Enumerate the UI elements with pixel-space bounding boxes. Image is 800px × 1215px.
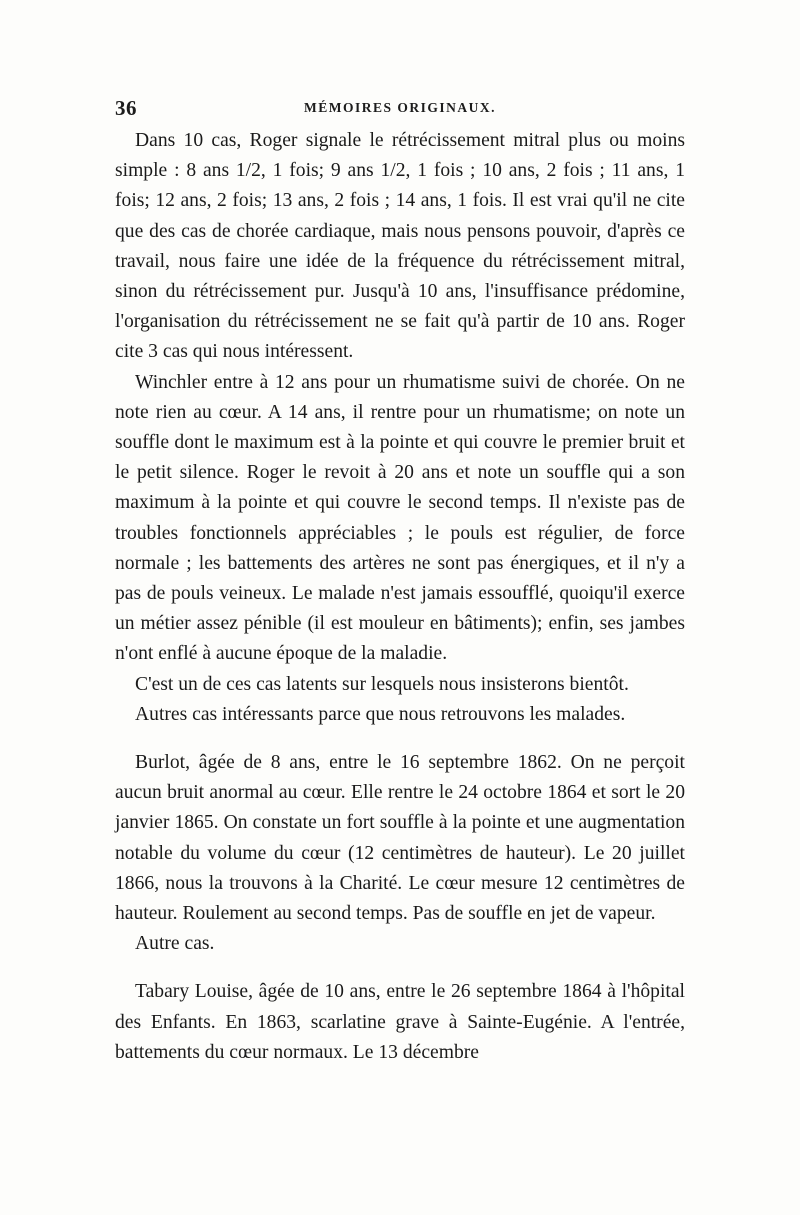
paragraph-latent-case: C'est un de ces cas latents sur lesquels nous insisterons bientôt. [135,673,629,695]
paragraph-burlot: Burlot, âgée de 8 ans, entre le 16 septembre 1862. On ne perçoit aucun bruit anormal au cœur. Elle rentre le 24 octobre 1864 et sort le 20 janvier 1865. On constate un fort souffle à la pointe et une augmentation notable du volume du cœur (12 centimètres de hauteur). Le 20 juillet 1866, nous la trouvons à la Charité. Le cœur mesure 12 centimètres de hauteur. Roulement au second temps. Pas de souffle en jet de vapeur. [115,752,685,925]
body-text [115,126,685,1068]
paragraph-roger-cases: Dans 10 cas, Roger signale le rétrécissement mitral plus ou moins simple : 8 ans 1/2, 1 fois; 9 ans 1/2, 1 fois ; 10 ans, 2 fois ; 11 ans, 1 fois; 12 ans, 2 fois; 13 ans, 2 fois ; 14 ans, 1 fois. Il est vrai qu'il ne cite que des cas de chorée cardiaque, mais nous pensons pouvoir, d'après ce travail, nous faire une idée de la fréquence du rétrécissement mitral, sinon du rétrécissement pur. Jusqu'à 10 ans, l'insuffisance prédomine, l'organisation du rétrécissement ne se fait qu'à partir de 10 ans. Roger cite 3 cas qui nous intéressent. [115,130,685,363]
paragraph-tabary: Tabary Louise, âgée de 10 ans, entre le 26 septembre 1864 à l'hôpital des Enfants. En 1863, scarlatine grave à Sainte-Eugénie. A l'entrée, battements du cœur normaux. Le 13 décembre [115,981,685,1063]
paragraph-autre-cas: Autre cas. [135,933,215,955]
paragraph-other-cases: Autres cas intéressants parce que nous retrouvons les malades. [135,703,626,725]
running-title: MÉMOIRES ORIGINAUX. [303,100,496,115]
page-header [115,96,685,124]
page-number: 36 [115,96,137,120]
paragraph-winchler: Winchler entre à 12 ans pour un rhumatisme suivi de chorée. On ne note rien au cœur. A 14 ans, il rentre pour un rhumatisme; on note un souffle dont le maximum est à la pointe et qui couvre le premier bruit et le petit silence. Roger le revoit à 20 ans et note un souffle qui a son maximum à la pointe et qui couvre le second temps. Il n'existe pas de troubles fonctionnels appréciables ; le pouls est régulier, de force normale ; les battements des artères ne sont pas énergiques, et il n'y a pas de pouls veineux. Le malade n'est jamais essoufflé, quoiqu'il exerce un métier assez pénible (il est mouleur en bâtiments); enfin, ses jambes n'ont enflé à aucune époque de la maladie. [115,371,685,665]
